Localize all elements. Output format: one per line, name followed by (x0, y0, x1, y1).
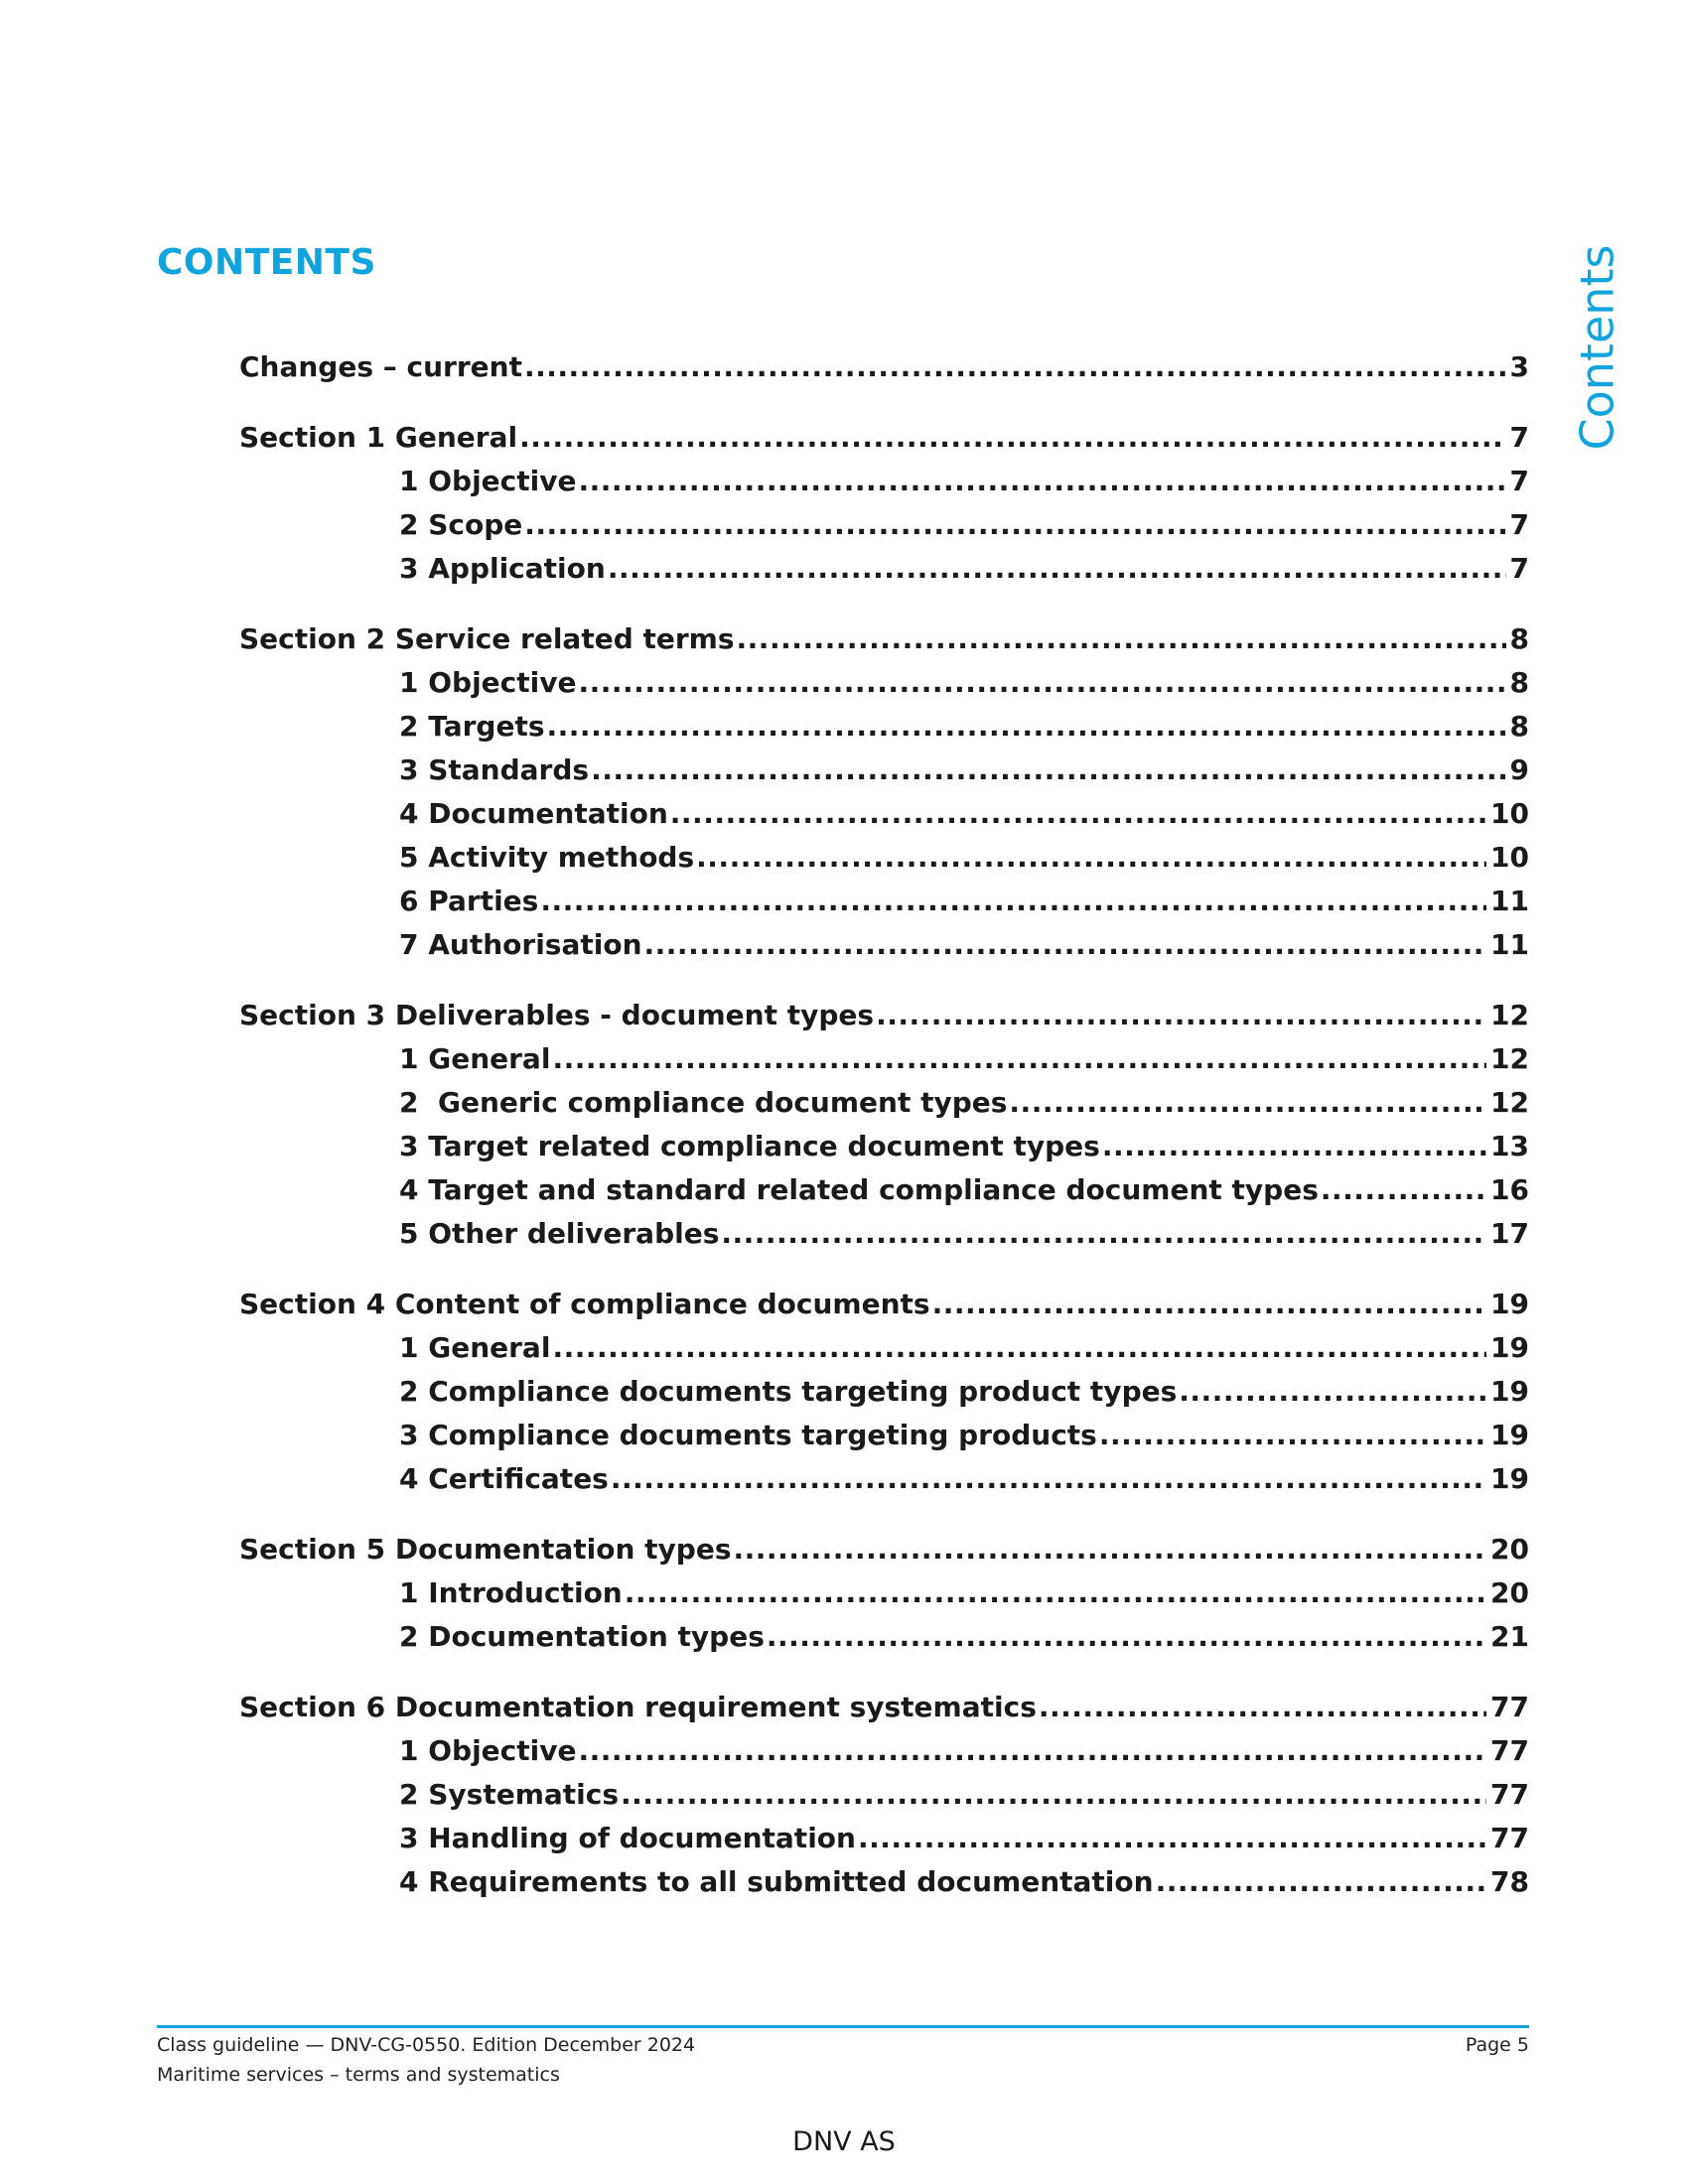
side-tab-label: Contents (1570, 244, 1624, 451)
dot-leader (519, 416, 1505, 460)
toc-subsection-entry[interactable] (399, 749, 1529, 792)
toc-entry-title: 2 Documentation types (399, 1620, 765, 1653)
dot-leader (721, 1212, 1486, 1256)
toc-entry-page: 12 (1490, 1042, 1529, 1075)
dot-leader (1009, 1081, 1486, 1125)
toc-entry-page: 19 (1490, 1331, 1529, 1364)
toc-entry-page: 10 (1490, 841, 1529, 874)
dot-leader (524, 345, 1506, 389)
publisher: DNV AS (792, 2126, 896, 2157)
toc-entry-title: 1 Objective (399, 465, 577, 497)
dot-leader (579, 460, 1506, 503)
toc-entry-title: 2 Scope (399, 508, 523, 541)
toc-entry-page: 8 (1509, 666, 1529, 699)
toc-entry-title: Section 6 Documentation requirement systematics (239, 1691, 1037, 1723)
toc-entry-title: 1 Introduction (399, 1576, 623, 1609)
toc-subsection-entry[interactable] (399, 1081, 1529, 1125)
toc-entry-title: 2 Compliance documents targeting product types (399, 1375, 1178, 1408)
dot-leader (1321, 1168, 1486, 1212)
toc-entry-title: 2 Generic compliance document types (399, 1086, 1008, 1119)
toc-entry-page: 8 (1509, 710, 1529, 743)
toc-entry-title: 1 General (399, 1042, 551, 1075)
toc-subsection-entry[interactable] (399, 1370, 1529, 1414)
toc-entry-page: 7 (1509, 465, 1529, 497)
dot-leader (579, 661, 1506, 705)
toc-entry-title: Section 4 Content of compliance documents (239, 1288, 930, 1320)
footer-doc-title: Class guideline — DNV-CG-0550. Edition December 2024 (157, 2034, 696, 2056)
footer-subtitle: Maritime services – terms and systematics (157, 2064, 560, 2086)
toc-entry-page: 10 (1490, 797, 1529, 830)
toc-section (0, 1283, 1688, 1501)
toc-entry-page: 17 (1490, 1217, 1529, 1250)
toc-entry-title: 1 General (399, 1331, 551, 1364)
toc-entry-page: 77 (1490, 1778, 1529, 1811)
toc-entry-title: Section 5 Documentation types (239, 1533, 732, 1566)
dot-leader (767, 1615, 1486, 1659)
toc-subsection-entry[interactable] (399, 1168, 1529, 1212)
toc-entry-title: 7 Authorisation (399, 928, 642, 961)
toc-entry-page: 20 (1490, 1576, 1529, 1609)
toc-entry-title: 2 Systematics (399, 1778, 620, 1811)
footer-divider (157, 2025, 1529, 2028)
dot-leader (625, 1571, 1486, 1615)
toc-subsection-entry[interactable] (399, 1414, 1529, 1457)
toc-entry-title: 3 Handling of documentation (399, 1822, 856, 1854)
dot-leader (932, 1283, 1486, 1326)
toc-entry-title: Section 1 General (239, 421, 518, 454)
toc-subsection-entry[interactable] (399, 1773, 1529, 1817)
toc-subsection-entry[interactable] (399, 1817, 1529, 1860)
toc-entry-page: 77 (1490, 1822, 1529, 1854)
toc-section-entry[interactable] (239, 416, 1529, 460)
toc-entry-page: 19 (1490, 1288, 1529, 1320)
toc-entry-page: 12 (1490, 1086, 1529, 1119)
toc-entry-page: 3 (1509, 350, 1529, 383)
toc-subsection-entry[interactable] (399, 792, 1529, 836)
toc-section (0, 416, 1688, 591)
footer-doc-line (157, 2034, 1529, 2056)
toc-subsection-entry[interactable] (399, 705, 1529, 749)
dot-leader (552, 1037, 1486, 1081)
toc-section-entry[interactable] (239, 1283, 1529, 1326)
dot-leader (696, 836, 1486, 880)
toc-entry-title: 3 Standards (399, 753, 590, 786)
dot-leader (608, 547, 1506, 591)
dot-leader (547, 705, 1506, 749)
toc-subsection-entry[interactable] (399, 547, 1529, 591)
dot-leader (591, 749, 1505, 792)
toc-entry-title: 1 Objective (399, 1734, 577, 1767)
dot-leader (1039, 1686, 1486, 1729)
page-title: CONTENTS (157, 242, 376, 283)
toc-entry-page: 77 (1490, 1734, 1529, 1767)
toc-entry-title: 1 Objective (399, 666, 577, 699)
toc-section-entry[interactable] (239, 1686, 1529, 1729)
toc-entry-page: 20 (1490, 1533, 1529, 1566)
toc-entry-page: 21 (1490, 1620, 1529, 1653)
dot-leader (611, 1457, 1486, 1501)
toc-entry-title: Section 3 Deliverables - document types (239, 999, 875, 1031)
toc-entry-title: 3 Application (399, 552, 606, 585)
toc-section-entry[interactable] (239, 617, 1529, 661)
dot-leader (734, 1528, 1487, 1571)
toc-entry-page: 16 (1490, 1173, 1529, 1206)
toc-subsection-entry[interactable] (399, 1212, 1529, 1256)
toc-subsection-entry[interactable] (399, 503, 1529, 547)
dot-leader (540, 880, 1486, 923)
toc-entry-page: 19 (1490, 1419, 1529, 1451)
dot-leader (644, 923, 1487, 967)
toc-section (0, 617, 1688, 967)
toc-entry-title: 5 Other deliverables (399, 1217, 720, 1250)
toc-subsection-entry[interactable] (399, 460, 1529, 503)
toc-entry-page: 19 (1490, 1462, 1529, 1495)
toc-entry-page: 13 (1490, 1130, 1529, 1162)
toc-entry-page: 77 (1490, 1691, 1529, 1723)
toc-subsection-entry[interactable] (399, 836, 1529, 880)
toc-subsection-entry[interactable] (399, 1571, 1529, 1615)
toc-entry-title: 4 Certificates (399, 1462, 609, 1495)
toc-subsection-entry[interactable] (399, 1457, 1529, 1501)
toc-section (0, 1686, 1688, 1904)
dot-leader (876, 994, 1486, 1037)
toc-entry-page: 8 (1509, 622, 1529, 655)
toc-subsection-entry[interactable] (399, 1615, 1529, 1659)
toc-entry-title: Section 2 Service related terms (239, 622, 735, 655)
dot-leader (579, 1729, 1487, 1773)
toc-subsection-entry[interactable] (399, 1729, 1529, 1773)
dot-leader (670, 792, 1486, 836)
table-of-contents (0, 345, 1688, 1931)
dot-leader (1099, 1414, 1486, 1457)
toc-entry-title: 5 Activity methods (399, 841, 695, 874)
toc-subsection-entry[interactable] (399, 923, 1529, 967)
toc-entry-title: 3 Target related compliance document types (399, 1130, 1100, 1162)
dot-leader (524, 503, 1505, 547)
dot-leader (552, 1326, 1486, 1370)
toc-entry-page: 19 (1490, 1375, 1529, 1408)
toc-entry-page: 12 (1490, 999, 1529, 1031)
toc-entry-page: 78 (1490, 1865, 1529, 1898)
toc-entry-title: 4 Documentation (399, 797, 668, 830)
toc-section (0, 345, 1688, 389)
toc-entry-title: 4 Requirements to all submitted documentation (399, 1865, 1154, 1898)
toc-entry-title: Changes – current (239, 350, 522, 383)
dot-leader (737, 617, 1506, 661)
dot-leader (858, 1817, 1486, 1860)
toc-section (0, 1528, 1688, 1659)
toc-subsection-entry[interactable] (399, 1125, 1529, 1168)
toc-subsection-entry[interactable] (399, 880, 1529, 923)
toc-section-entry[interactable] (239, 345, 1529, 389)
toc-section (0, 994, 1688, 1256)
toc-entry-page: 7 (1509, 421, 1529, 454)
toc-entry-page: 11 (1490, 928, 1529, 961)
toc-entry-page: 9 (1509, 753, 1529, 786)
toc-entry-page: 7 (1509, 552, 1529, 585)
toc-entry-title: 2 Targets (399, 710, 545, 743)
toc-section-entry[interactable] (239, 994, 1529, 1037)
toc-subsection-entry[interactable] (399, 1037, 1529, 1081)
footer-page-number: Page 5 (1465, 2034, 1529, 2056)
toc-subsection-entry[interactable] (399, 1860, 1529, 1904)
dot-leader (1179, 1370, 1486, 1414)
toc-subsection-entry[interactable] (399, 661, 1529, 705)
toc-entry-title: 3 Compliance documents targeting products (399, 1419, 1097, 1451)
toc-subsection-entry[interactable] (399, 1326, 1529, 1370)
dot-leader (1156, 1860, 1486, 1904)
toc-entry-title: 6 Parties (399, 885, 539, 917)
toc-entry-title: 4 Target and standard related compliance document types (399, 1173, 1319, 1206)
toc-entry-page: 7 (1509, 508, 1529, 541)
toc-section-entry[interactable] (239, 1528, 1529, 1571)
toc-entry-page: 11 (1490, 885, 1529, 917)
dot-leader (621, 1773, 1486, 1817)
dot-leader (1102, 1125, 1486, 1168)
